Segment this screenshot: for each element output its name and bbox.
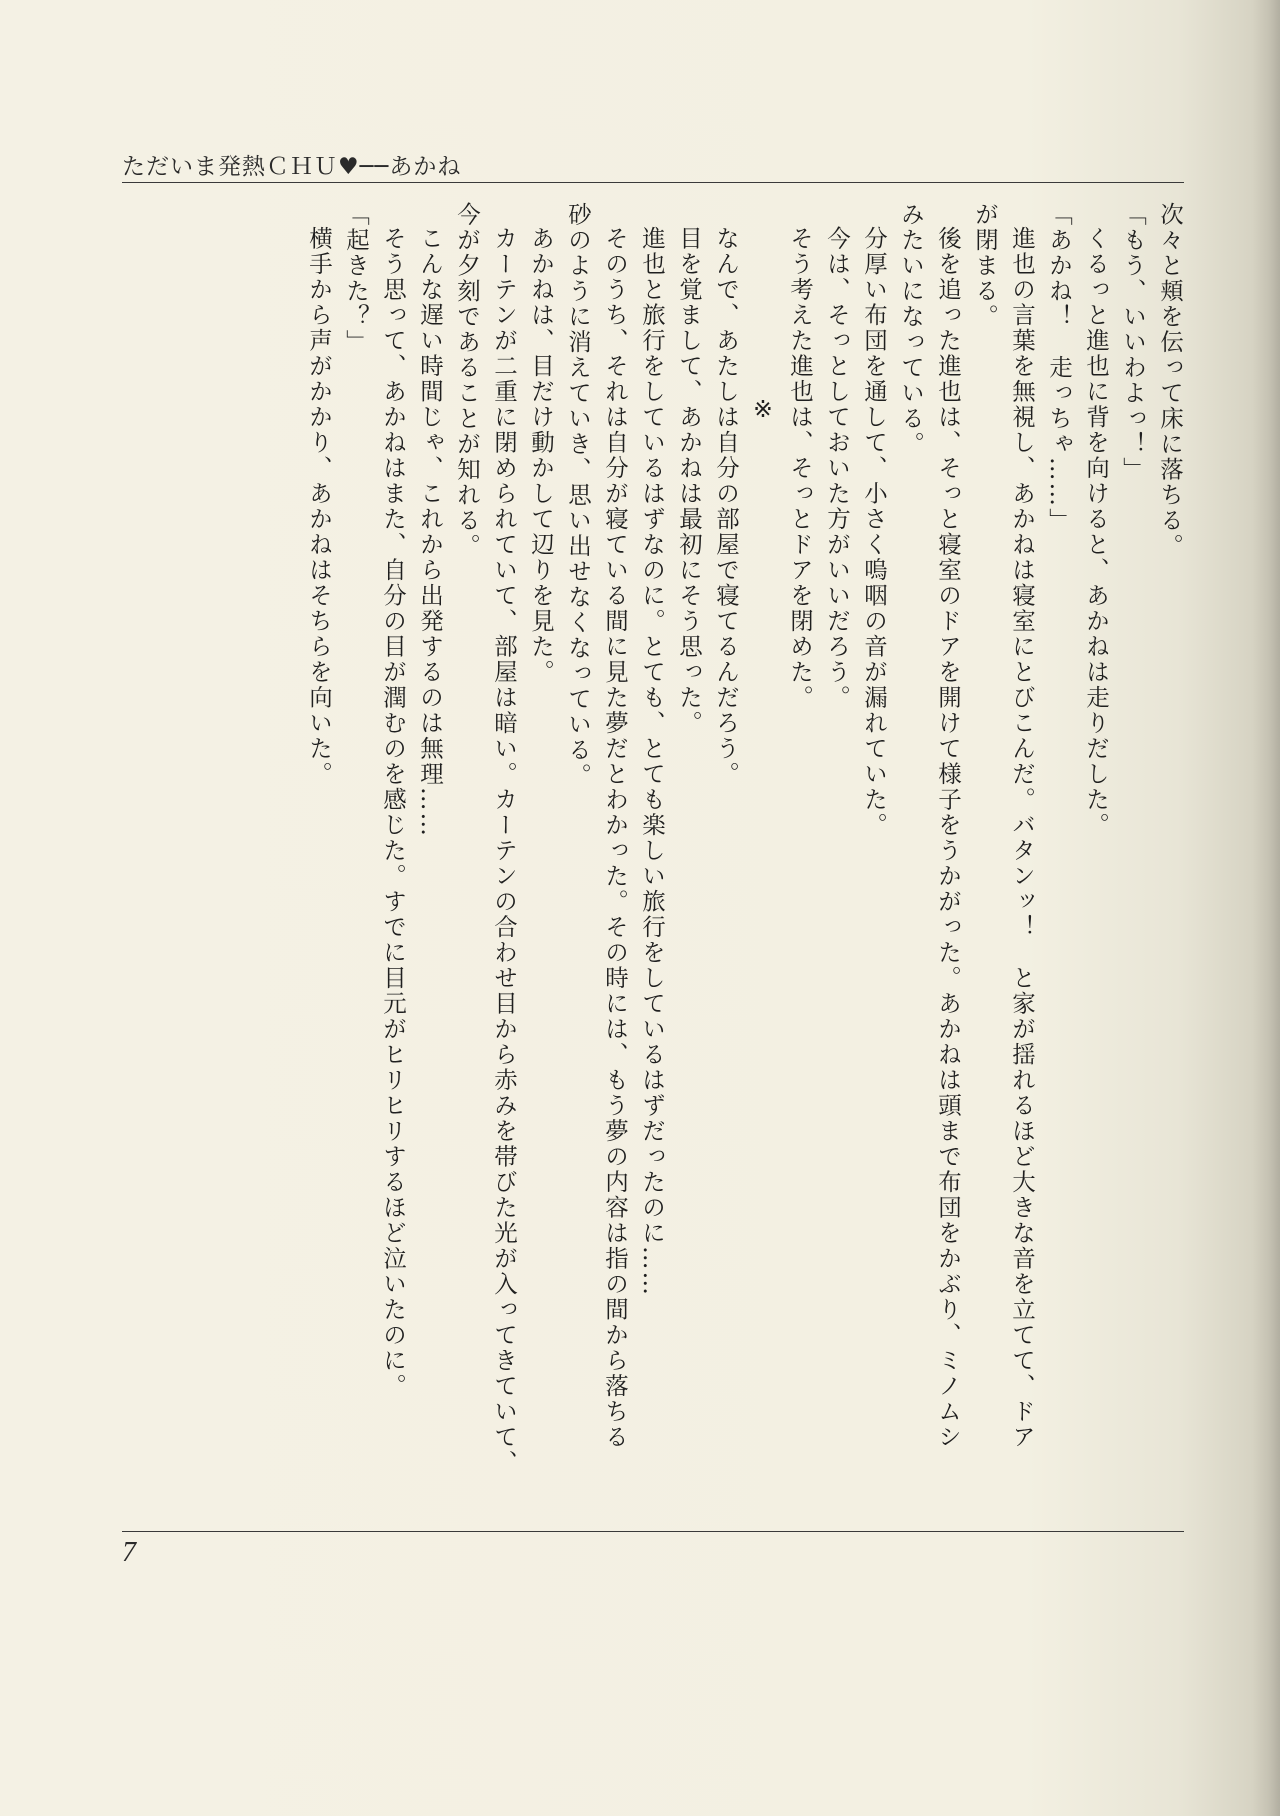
text-line: 「もう、いいわよっ！」 (1119, 202, 1147, 483)
text-line: 「起きた？」 (342, 202, 370, 355)
text-line: みたいになっている。 (897, 202, 925, 457)
page-number: 7 (122, 1537, 136, 1568)
text-line: そう思って、あかねはまた、自分の目が潤むのを感じた。すでに目元がヒリヒリするほど泣いたのに。 (379, 225, 407, 1399)
section-break-mark: ※ (749, 394, 777, 425)
text-line: 目を覚まして、あかねは最初にそう思った。 (675, 225, 703, 736)
header-rule (122, 182, 1184, 183)
text-line: 砂のように消えていき、思い出せなくなっている。 (564, 202, 592, 789)
text-line: なんで、あたしは自分の部屋で寝てるんだろう。 (712, 225, 740, 787)
running-title: ただいま発熱ＣＨＵ♥──あかね (122, 154, 462, 180)
vertical-text-body (108, 202, 1188, 1520)
footer-rule (122, 1531, 1184, 1532)
text-line: あかねは、目だけ動かして辺りを見た。 (527, 225, 555, 685)
text-line: カーテンが二重に閉められていて、部屋は暗い。カーテンの合わせ目から赤みを帯びた光が入ってきていて、 (490, 225, 518, 1475)
spine-shadow (1252, 0, 1280, 1816)
text-line: 分厚い布団を通して、小さく嗚咽の音が漏れていた。 (860, 225, 888, 838)
text-line: 横手から声がかかり、あかねはそちらを向いた。 (305, 225, 333, 787)
text-line: 今は、そっとしておいた方がいいだろう。 (823, 225, 851, 710)
text-line: 後を追った進也は、そっと寝室のドアを開けて様子をうかがった。あかねは頭まで布団をかぶり、ミノムシ (934, 225, 962, 1450)
text-line: こんな遅い時間じゃ、これから出発するのは無理…… (416, 225, 444, 838)
text-line: 進也の言葉を無視し、あかねは寝室にとびこんだ。バタンッ！ と家が揺れるほど大きな音を立てて、ドア (1008, 225, 1036, 1450)
text-line: 「あかね！ 走っちゃ……」 (1045, 202, 1073, 534)
text-line: 今が夕刻であることが知れる。 (453, 202, 481, 559)
text-line: そのうち、それは自分が寝ている間に見た夢だとわかった。その時には、もう夢の内容は指の間から落ちる (601, 225, 629, 1450)
text-line: くるっと進也に背を向けると、あかねは走りだした。 (1082, 225, 1110, 838)
text-line: 進也と旅行をしているはずなのに。とても、とても楽しい旅行をしているはずだったのに…… (638, 225, 666, 1297)
text-line: そう考えた進也は、そっとドアを閉めた。 (786, 225, 814, 710)
text-line: 次々と頬を伝って床に落ちる。 (1156, 202, 1184, 559)
text-line: が閉まる。 (971, 202, 999, 330)
